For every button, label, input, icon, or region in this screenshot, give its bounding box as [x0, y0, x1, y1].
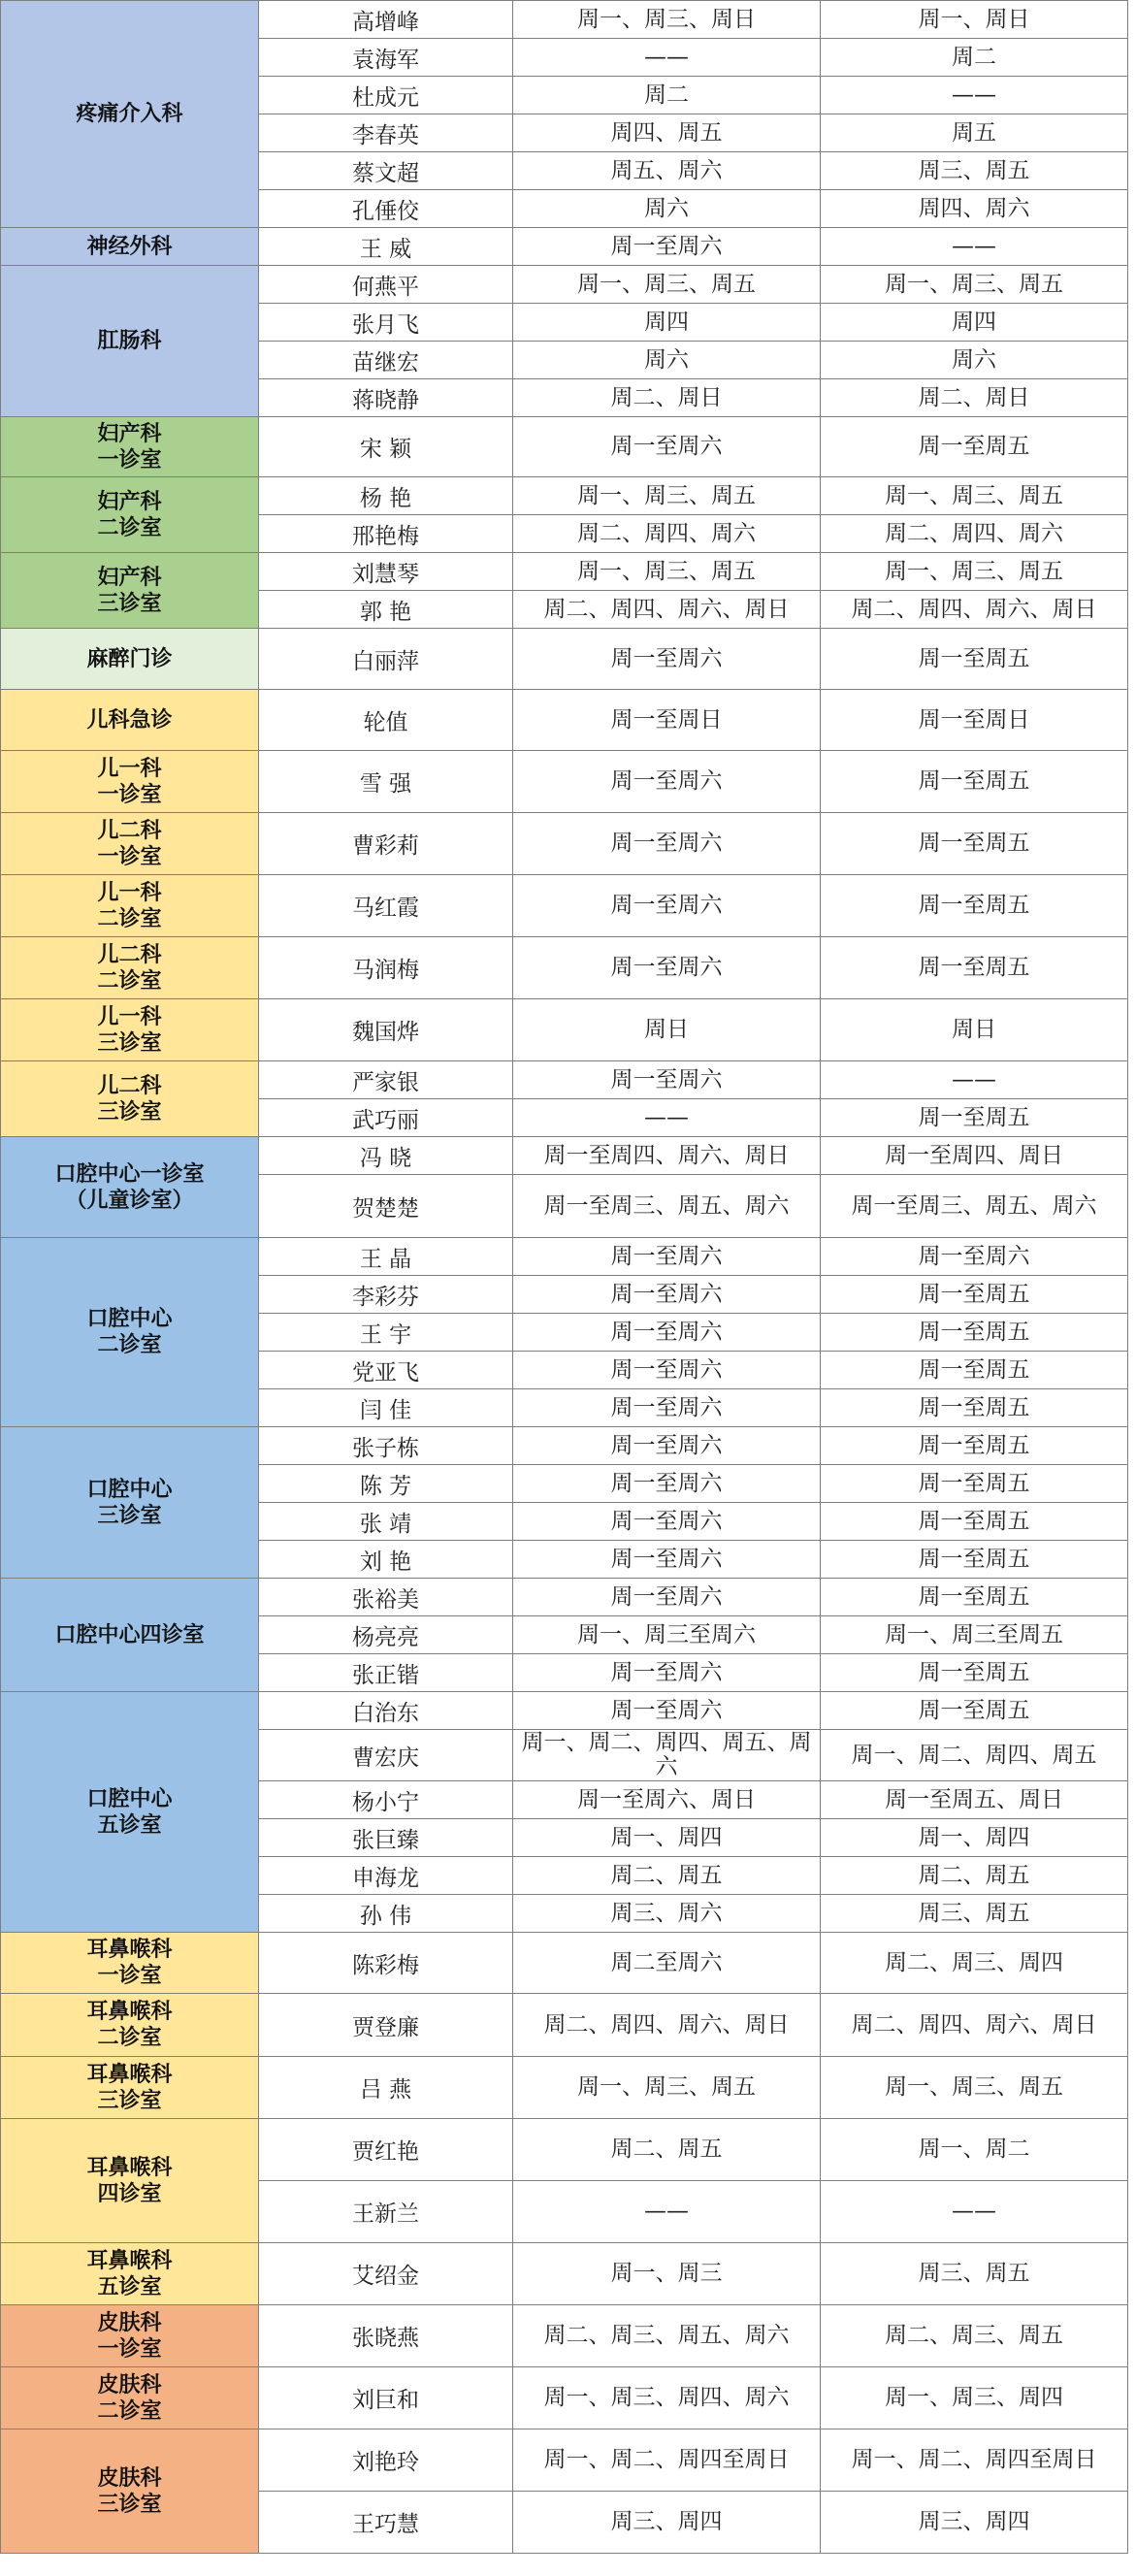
- doctor-name-cell: 蔡文超: [259, 152, 513, 190]
- table-row: [1, 1238, 1134, 1276]
- schedule-cell-2: 周一至周五: [821, 1314, 1128, 1352]
- schedule-cell-2: 周一、周二、周四、周五: [821, 1730, 1128, 1781]
- schedule-cell-1: 周六: [513, 190, 821, 228]
- doctor-name-cell: 孙 伟: [259, 1895, 513, 1933]
- edge-cell: [1128, 1276, 1134, 1314]
- schedule-cell-1: 周一至周六: [513, 1314, 821, 1352]
- schedule-cell-2: 周二: [821, 39, 1128, 77]
- doctor-name-cell: 武巧丽: [259, 1099, 513, 1137]
- schedule-cell-1: 周一至周六: [513, 1465, 821, 1503]
- edge-cell: [1128, 1352, 1134, 1389]
- department-cell: 皮肤科 一诊室: [1, 2305, 259, 2367]
- schedule-cell-1: 周二、周日: [513, 379, 821, 417]
- schedule-cell-1: 周一、周四: [513, 1819, 821, 1857]
- doctor-name-cell: 张巨臻: [259, 1819, 513, 1857]
- edge-cell: [1128, 1541, 1134, 1579]
- table-row: [1, 2305, 1134, 2367]
- doctor-name-cell: 魏国烨: [259, 999, 513, 1061]
- schedule-cell-2: 周一至周五: [821, 1503, 1128, 1541]
- edge-cell: [1128, 1238, 1134, 1276]
- schedule-cell-2: 周一至周三、周五、周六: [821, 1175, 1128, 1238]
- schedule-cell-2: 周日: [821, 999, 1128, 1061]
- schedule-cell-2: 周五: [821, 114, 1128, 152]
- doctor-name-cell: 陈 芳: [259, 1465, 513, 1503]
- schedule-cell-1: 周一至周六: [513, 1503, 821, 1541]
- edge-cell: [1128, 1994, 1134, 2057]
- department-cell: 皮肤科 二诊室: [1, 2367, 259, 2429]
- edge-cell: [1128, 1427, 1134, 1465]
- doctor-name-cell: 贾登廉: [259, 1994, 513, 2057]
- schedule-cell-2: 周一至周五: [821, 1692, 1128, 1730]
- schedule-cell-2: 周六: [821, 342, 1128, 379]
- schedule-cell-1: 周一至周六: [513, 417, 821, 477]
- schedule-cell-2: 周一至周五: [821, 417, 1128, 477]
- edge-cell: [1128, 875, 1134, 937]
- doctor-name-cell: 杨小宁: [259, 1781, 513, 1819]
- edge-cell: [1128, 266, 1134, 304]
- doctor-name-cell: 张裕美: [259, 1579, 513, 1616]
- department-cell: 妇产科 二诊室: [1, 477, 259, 553]
- doctor-name-cell: 刘慧琴: [259, 553, 513, 591]
- doctor-name-cell: 王巧慧: [259, 2492, 513, 2554]
- schedule-cell-1: 周一、周三、周日: [513, 1, 821, 39]
- department-cell: 口腔中心 三诊室: [1, 1427, 259, 1579]
- schedule-cell-2: 周二、周四、周六: [821, 515, 1128, 553]
- schedule-cell-2: 周一至周五: [821, 1654, 1128, 1692]
- schedule-cell-1: 周二、周三、周五、周六: [513, 2305, 821, 2367]
- schedule-cell-2: 周二、周四、周六、周日: [821, 1994, 1128, 2057]
- table-row: [1, 1427, 1134, 1465]
- schedule-cell-2: 周一、周三、周五: [821, 2057, 1128, 2119]
- edge-cell: [1128, 1465, 1134, 1503]
- schedule-cell-2: 周二、周三、周四: [821, 1933, 1128, 1994]
- doctor-name-cell: 李彩芬: [259, 1276, 513, 1314]
- edge-cell: [1128, 39, 1134, 77]
- department-cell: 口腔中心 二诊室: [1, 1238, 259, 1427]
- schedule-cell-1: 周一、周三至周六: [513, 1616, 821, 1654]
- doctor-name-cell: 贾红艳: [259, 2119, 513, 2181]
- schedule-cell-1: 周一、周二、周四至周日: [513, 2429, 821, 2492]
- table-row: [1, 937, 1134, 999]
- schedule-cell-2: ——: [821, 1061, 1128, 1099]
- edge-cell: [1128, 1857, 1134, 1895]
- schedule-cell-1: 周三、周四: [513, 2492, 821, 2554]
- schedule-cell-1: 周一至周六: [513, 1654, 821, 1692]
- schedule-cell-2: 周一至周五: [821, 875, 1128, 937]
- schedule-cell-2: 周一至周日: [821, 690, 1128, 751]
- edge-cell: [1128, 690, 1134, 751]
- doctor-name-cell: 杜成元: [259, 77, 513, 114]
- doctor-name-cell: 马润梅: [259, 937, 513, 999]
- schedule-cell-1: 周一至周六: [513, 228, 821, 266]
- edge-cell: [1128, 2305, 1134, 2367]
- edge-cell: [1128, 304, 1134, 342]
- schedule-cell-1: 周四、周五: [513, 114, 821, 152]
- department-cell: 儿二科 一诊室: [1, 813, 259, 875]
- table-row: [1, 813, 1134, 875]
- doctor-name-cell: 冯 晓: [259, 1137, 513, 1175]
- table-row: [1, 228, 1134, 266]
- doctor-name-cell: 袁海军: [259, 39, 513, 77]
- edge-cell: [1128, 515, 1134, 553]
- table-row: [1, 2243, 1134, 2305]
- schedule-cell-1: 周二、周四、周六、周日: [513, 1994, 821, 2057]
- doctor-name-cell: 张子栋: [259, 1427, 513, 1465]
- edge-cell: [1128, 629, 1134, 690]
- department-cell: 耳鼻喉科 三诊室: [1, 2057, 259, 2119]
- department-cell: 儿二科 三诊室: [1, 1061, 259, 1137]
- doctor-name-cell: 王新兰: [259, 2181, 513, 2243]
- table-row: [1, 1692, 1134, 1730]
- department-cell: 口腔中心四诊室: [1, 1579, 259, 1692]
- department-cell: 耳鼻喉科 五诊室: [1, 2243, 259, 2305]
- schedule-cell-2: 周四: [821, 304, 1128, 342]
- edge-cell: [1128, 2057, 1134, 2119]
- doctor-name-cell: 王 晶: [259, 1238, 513, 1276]
- edge-cell: [1128, 379, 1134, 417]
- schedule-cell-1: ——: [513, 39, 821, 77]
- doctor-name-cell: 张月飞: [259, 304, 513, 342]
- doctor-name-cell: 党亚飞: [259, 1352, 513, 1389]
- schedule-cell-1: 周二、周四、周六: [513, 515, 821, 553]
- table-row: [1, 553, 1134, 591]
- department-cell: 儿一科 二诊室: [1, 875, 259, 937]
- edge-cell: [1128, 1781, 1134, 1819]
- edge-cell: [1128, 591, 1134, 629]
- doctor-name-cell: 李春英: [259, 114, 513, 152]
- schedule-cell-1: 周一至周六: [513, 1061, 821, 1099]
- edge-cell: [1128, 1692, 1134, 1730]
- schedule-cell-1: 周一至周日: [513, 690, 821, 751]
- doctor-name-cell: 陈彩梅: [259, 1933, 513, 1994]
- department-cell: 神经外科: [1, 228, 259, 266]
- schedule-cell-2: 周一、周三、周五: [821, 266, 1128, 304]
- schedule-cell-2: 周三、周五: [821, 1895, 1128, 1933]
- doctor-name-cell: 杨亮亮: [259, 1616, 513, 1654]
- department-cell: 耳鼻喉科 二诊室: [1, 1994, 259, 2057]
- edge-cell: [1128, 751, 1134, 813]
- schedule-cell-2: 周一至周五: [821, 751, 1128, 813]
- schedule-cell-1: 周二、周五: [513, 1857, 821, 1895]
- doctor-name-cell: 刘 艳: [259, 1541, 513, 1579]
- edge-cell: [1128, 1061, 1134, 1099]
- schedule-cell-1: 周一、周三: [513, 2243, 821, 2305]
- schedule-cell-1: 周一至周六: [513, 1541, 821, 1579]
- doctor-name-cell: 张正锴: [259, 1654, 513, 1692]
- table-row: [1, 477, 1134, 515]
- schedule-cell-1: 周一、周三、周五: [513, 477, 821, 515]
- edge-cell: [1128, 342, 1134, 379]
- doctor-name-cell: 刘巨和: [259, 2367, 513, 2429]
- table-row: [1, 1933, 1134, 1994]
- schedule-cell-2: 周一至周五: [821, 813, 1128, 875]
- schedule-cell-1: 周一至周六: [513, 1692, 821, 1730]
- edge-cell: [1128, 1099, 1134, 1137]
- edge-cell: [1128, 1579, 1134, 1616]
- department-cell: 妇产科 一诊室: [1, 417, 259, 477]
- schedule-cell-1: 周一、周二、周四、周五、周六: [513, 1730, 821, 1781]
- schedule-cell-1: 周二: [513, 77, 821, 114]
- doctor-name-cell: 贺楚楚: [259, 1175, 513, 1238]
- table-row: [1, 2367, 1134, 2429]
- schedule-cell-2: 周一至周五、周日: [821, 1781, 1128, 1819]
- edge-cell: [1128, 1730, 1134, 1781]
- schedule-cell-1: 周一至周六: [513, 1579, 821, 1616]
- doctor-name-cell: 严家银: [259, 1061, 513, 1099]
- department-cell: 儿二科 二诊室: [1, 937, 259, 999]
- schedule-cell-1: 周一至周六: [513, 1238, 821, 1276]
- edge-cell: [1128, 553, 1134, 591]
- edge-cell: [1128, 1, 1134, 39]
- schedule-cell-1: ——: [513, 1099, 821, 1137]
- table-row: [1, 2119, 1134, 2181]
- schedule-cell-1: 周一至周六: [513, 1389, 821, 1427]
- department-cell: 耳鼻喉科 一诊室: [1, 1933, 259, 1994]
- department-cell: 儿一科 三诊室: [1, 999, 259, 1061]
- doctor-name-cell: 苗继宏: [259, 342, 513, 379]
- schedule-cell-2: 周二、周日: [821, 379, 1128, 417]
- doctor-name-cell: 宋 颖: [259, 417, 513, 477]
- schedule-cell-1: 周六: [513, 342, 821, 379]
- schedule-cell-2: 周一至周四、周日: [821, 1137, 1128, 1175]
- doctor-name-cell: 吕 燕: [259, 2057, 513, 2119]
- edge-cell: [1128, 2181, 1134, 2243]
- schedule-cell-1: 周日: [513, 999, 821, 1061]
- schedule-cell-1: 周二、周五: [513, 2119, 821, 2181]
- edge-cell: [1128, 1819, 1134, 1857]
- schedule-cell-2: 周一至周五: [821, 1276, 1128, 1314]
- schedule-cell-1: 周一至周六: [513, 1427, 821, 1465]
- edge-cell: [1128, 2119, 1134, 2181]
- department-cell: 儿一科 一诊室: [1, 751, 259, 813]
- schedule-cell-2: 周三、周四: [821, 2492, 1128, 2554]
- doctor-name-cell: 何燕平: [259, 266, 513, 304]
- doctor-name-cell: 白治东: [259, 1692, 513, 1730]
- doctor-name-cell: 闫 佳: [259, 1389, 513, 1427]
- schedule-cell-1: 周二、周四、周六、周日: [513, 591, 821, 629]
- edge-cell: [1128, 1314, 1134, 1352]
- schedule-cell-2: 周一、周三、周四: [821, 2367, 1128, 2429]
- edge-cell: [1128, 1654, 1134, 1692]
- table-row: [1, 629, 1134, 690]
- edge-cell: [1128, 1389, 1134, 1427]
- department-cell: 疼痛介入科: [1, 1, 259, 228]
- department-cell: 口腔中心 五诊室: [1, 1692, 259, 1933]
- edge-cell: [1128, 2243, 1134, 2305]
- schedule-cell-1: 周二至周六: [513, 1933, 821, 1994]
- doctor-name-cell: 高增峰: [259, 1, 513, 39]
- edge-cell: [1128, 114, 1134, 152]
- doctor-name-cell: 申海龙: [259, 1857, 513, 1895]
- schedule-cell-2: 周四、周六: [821, 190, 1128, 228]
- schedule-cell-1: 周一至周六: [513, 937, 821, 999]
- schedule-cell-2: 周一至周六: [821, 1238, 1128, 1276]
- schedule-cell-2: 周一至周五: [821, 1579, 1128, 1616]
- schedule-cell-1: 周一、周三、周四、周六: [513, 2367, 821, 2429]
- schedule-cell-1: 周四: [513, 304, 821, 342]
- doctor-name-cell: 刘艳玲: [259, 2429, 513, 2492]
- schedule-cell-2: 周一至周五: [821, 1427, 1128, 1465]
- schedule-cell-2: 周二、周五: [821, 1857, 1128, 1895]
- schedule-cell-1: 周三、周六: [513, 1895, 821, 1933]
- edge-cell: [1128, 77, 1134, 114]
- table-row: [1, 1579, 1134, 1616]
- schedule-cell-1: 周一至周六: [513, 875, 821, 937]
- doctor-name-cell: 曹彩莉: [259, 813, 513, 875]
- edge-cell: [1128, 417, 1134, 477]
- doctor-name-cell: 曹宏庆: [259, 1730, 513, 1781]
- schedule-cell-2: 周一、周二、周四至周日: [821, 2429, 1128, 2492]
- edge-cell: [1128, 813, 1134, 875]
- edge-cell: [1128, 1895, 1134, 1933]
- schedule-cell-2: 周一至周五: [821, 1352, 1128, 1389]
- schedule-cell-1: 周一至周六、周日: [513, 1781, 821, 1819]
- table-row: [1, 2057, 1134, 2119]
- schedule-cell-1: 周一至周六: [513, 751, 821, 813]
- doctor-name-cell: 王 威: [259, 228, 513, 266]
- table-row: [1, 1, 1134, 39]
- department-cell: 耳鼻喉科 四诊室: [1, 2119, 259, 2243]
- schedule-cell-2: 周一、周三至周五: [821, 1616, 1128, 1654]
- department-cell: 肛肠科: [1, 266, 259, 417]
- schedule-cell-1: 周一、周三、周五: [513, 553, 821, 591]
- doctor-name-cell: 王 宇: [259, 1314, 513, 1352]
- schedule-cell-2: 周一至周五: [821, 1541, 1128, 1579]
- table-row: [1, 751, 1134, 813]
- doctor-name-cell: 轮值: [259, 690, 513, 751]
- department-cell: 麻醉门诊: [1, 629, 259, 690]
- schedule-cell-2: 周一、周二: [821, 2119, 1128, 2181]
- schedule-cell-1: 周一至周六: [513, 813, 821, 875]
- schedule-cell-1: 周五、周六: [513, 152, 821, 190]
- schedule-cell-2: 周一、周四: [821, 1819, 1128, 1857]
- schedule-cell-2: 周三、周五: [821, 2243, 1128, 2305]
- edge-cell: [1128, 477, 1134, 515]
- table-row: [1, 1137, 1134, 1175]
- schedule-cell-2: 周一、周三、周五: [821, 553, 1128, 591]
- edge-cell: [1128, 2492, 1134, 2554]
- table-row: [1, 266, 1134, 304]
- schedule-cell-2: ——: [821, 77, 1128, 114]
- edge-cell: [1128, 1616, 1134, 1654]
- doctor-name-cell: 艾绍金: [259, 2243, 513, 2305]
- schedule-cell-2: 周三、周五: [821, 152, 1128, 190]
- table-row: [1, 875, 1134, 937]
- schedule-cell-2: 周一、周三、周五: [821, 477, 1128, 515]
- schedule-cell-2: 周一至周五: [821, 1465, 1128, 1503]
- department-cell: 儿科急诊: [1, 690, 259, 751]
- doctor-name-cell: 雪 强: [259, 751, 513, 813]
- schedule-cell-1: 周一至周六: [513, 1352, 821, 1389]
- schedule-cell-1: 周一至周三、周五、周六: [513, 1175, 821, 1238]
- doctor-name-cell: 邢艳梅: [259, 515, 513, 553]
- schedule-cell-1: ——: [513, 2181, 821, 2243]
- schedule-cell-2: 周一至周五: [821, 1099, 1128, 1137]
- department-cell: 口腔中心一诊室 （儿童诊室）: [1, 1137, 259, 1238]
- doctor-name-cell: 郭 艳: [259, 591, 513, 629]
- schedule-cell-1: 周一、周三、周五: [513, 266, 821, 304]
- edge-cell: [1128, 1137, 1134, 1175]
- edge-cell: [1128, 2367, 1134, 2429]
- doctor-name-cell: 杨 艳: [259, 477, 513, 515]
- schedule-cell-1: 周一至周四、周六、周日: [513, 1137, 821, 1175]
- doctor-name-cell: 张晓燕: [259, 2305, 513, 2367]
- schedule-cell-2: 周一至周五: [821, 1389, 1128, 1427]
- schedule-cell-2: 周一、周日: [821, 1, 1128, 39]
- table-row: [1, 1994, 1134, 2057]
- table-row: [1, 1061, 1134, 1099]
- department-cell: 皮肤科 三诊室: [1, 2429, 259, 2554]
- edge-cell: [1128, 1933, 1134, 1994]
- edge-cell: [1128, 1175, 1134, 1238]
- doctor-name-cell: 张 靖: [259, 1503, 513, 1541]
- table-row: [1, 999, 1134, 1061]
- schedule-cell-2: ——: [821, 228, 1128, 266]
- edge-cell: [1128, 999, 1134, 1061]
- schedule-cell-2: 周一至周五: [821, 937, 1128, 999]
- department-cell: 妇产科 三诊室: [1, 553, 259, 629]
- edge-cell: [1128, 1503, 1134, 1541]
- doctor-name-cell: 白丽萍: [259, 629, 513, 690]
- schedule-cell-2: 周二、周四、周六、周日: [821, 591, 1128, 629]
- edge-cell: [1128, 228, 1134, 266]
- doctor-name-cell: 蒋晓静: [259, 379, 513, 417]
- doctor-name-cell: 马红霞: [259, 875, 513, 937]
- schedule-cell-1: 周一至周六: [513, 629, 821, 690]
- schedule-cell-2: 周一至周五: [821, 629, 1128, 690]
- table-row: [1, 2429, 1134, 2492]
- edge-cell: [1128, 2429, 1134, 2492]
- edge-cell: [1128, 152, 1134, 190]
- schedule-cell-1: 周一至周六: [513, 1276, 821, 1314]
- table-row: [1, 690, 1134, 751]
- edge-cell: [1128, 937, 1134, 999]
- doctor-name-cell: 孔倕佼: [259, 190, 513, 228]
- schedule-cell-2: 周二、周三、周五: [821, 2305, 1128, 2367]
- table-row: [1, 417, 1134, 477]
- edge-cell: [1128, 190, 1134, 228]
- schedule-cell-2: ——: [821, 2181, 1128, 2243]
- schedule-cell-1: 周一、周三、周五: [513, 2057, 821, 2119]
